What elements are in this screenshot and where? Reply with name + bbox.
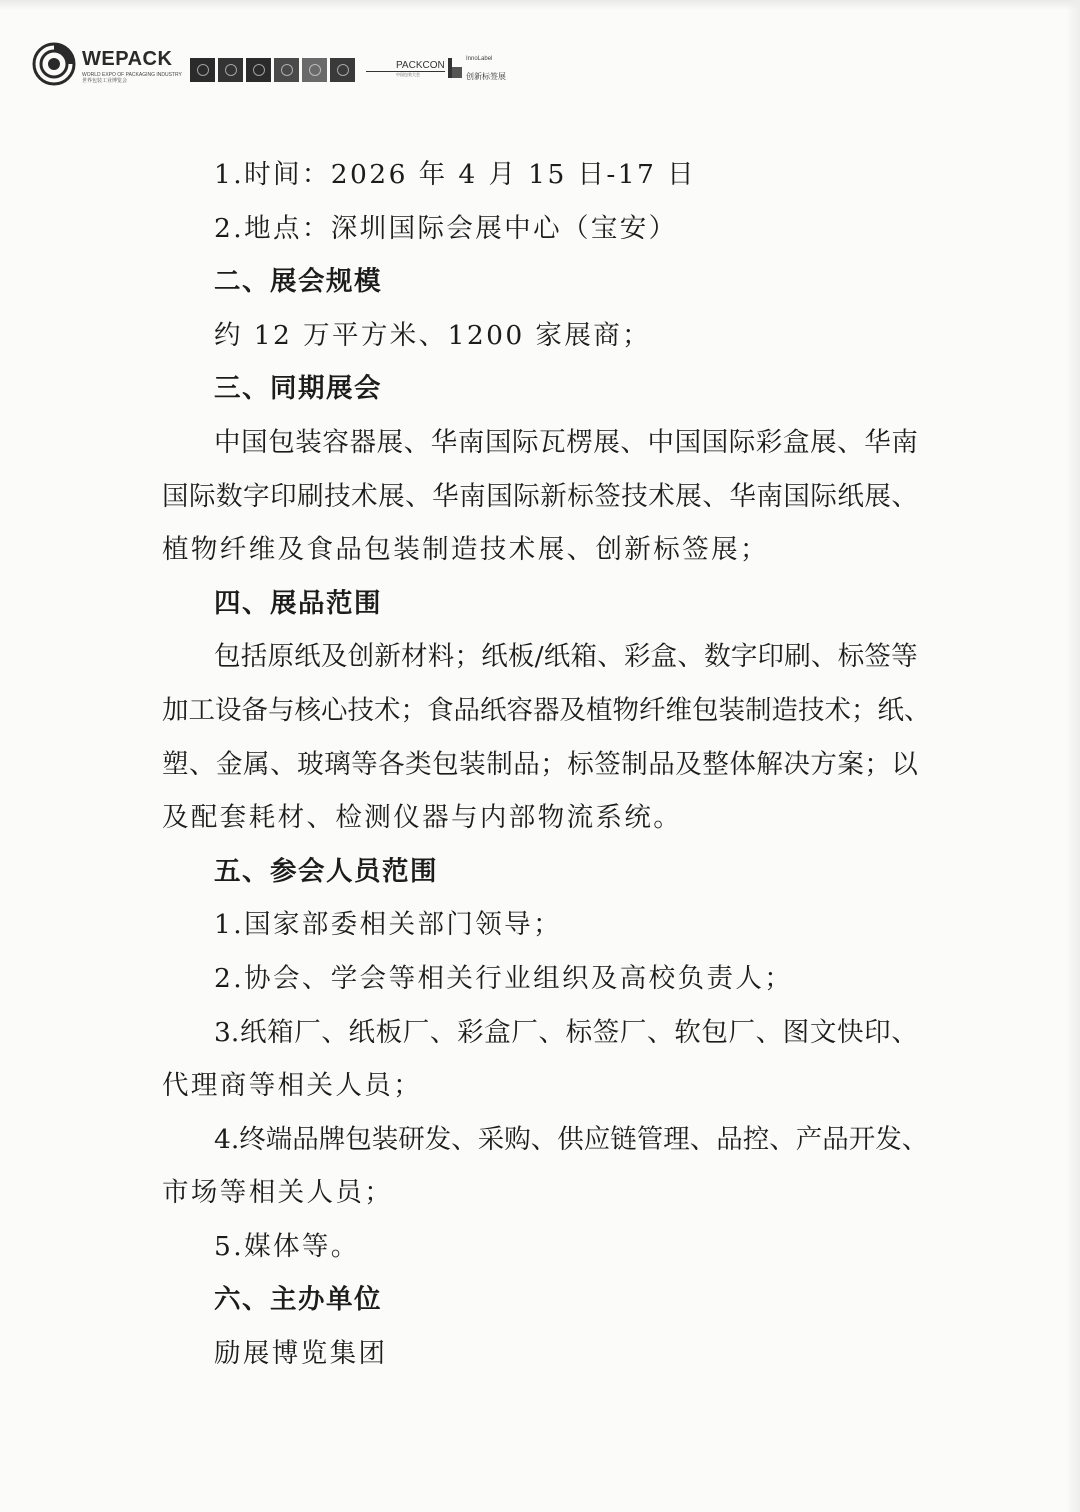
innolabel-mark-icon — [448, 58, 462, 78]
section-heading: 四、展品范围 — [214, 587, 382, 619]
text-line: 1.时间：2026 年 4 月 15 日-17 日 — [214, 159, 697, 190]
section-heading: 三、同期展会 — [214, 373, 382, 405]
text-line: 励展博览集团 — [214, 1338, 388, 1370]
partner-logo-icon — [274, 58, 299, 82]
innolabel-logo — [448, 56, 528, 82]
letterhead — [30, 38, 530, 94]
text-line: 5.媒体等。 — [214, 1230, 360, 1262]
text-line: 塑 、 金 属 、 玻 璃 等 各 类 包 装 制 品 ； 标 签 制 品 及 整 体 解 决 方 案 ； 以 — [162, 748, 918, 780]
wepack-brand — [30, 38, 182, 94]
partner-logo-icon — [246, 58, 271, 82]
wepack-globe-icon — [32, 42, 76, 86]
text-line: 植物纤维及食品包装制造技术展、创新标签展； — [162, 534, 769, 566]
packcon-logo: PACKCON — [366, 60, 445, 72]
partner-logo-icon — [218, 58, 243, 82]
innolabel-subtitle: 创新标签展 — [466, 72, 506, 81]
brand-subtitle-en: WORLD EXPO OF PACKAGING INDUSTRY — [82, 72, 182, 78]
text-line: 及配套耗材、检测仪器与内部物流系统。 — [162, 802, 683, 834]
text-line: 代理商等相关人员； — [162, 1070, 423, 1102]
document-body — [162, 148, 931, 1381]
partner-logo-icon — [330, 58, 355, 82]
text-line: 1.国家部委相关部门领导； — [214, 909, 562, 941]
text-line: 2.协会、学会等相关行业组织及高校负责人； — [214, 962, 794, 994]
partner-logo-strip — [190, 58, 355, 82]
text-line: 2.地点：深圳国际会展中心（宝安） — [214, 212, 678, 244]
brand-subtitle-cn: 世界包装工业博览会 — [82, 78, 128, 84]
text-line: 包 括 原 纸 及 创 新 材 料 ； 纸 板 / 纸 箱 、 彩 盒 、 数 字 印 刷 、 标 签 等 — [214, 641, 918, 673]
text-line: 加 工 设 备 与 核 心 技 术 ； 食 品 纸 容 器 及 植 物 纤 维 包 装 制 造 技 术 ； 纸 、 — [162, 694, 931, 726]
text-line: 市场等相关人员； — [162, 1177, 394, 1209]
text-line: 约 12 万平方米、1200 家展商； — [214, 319, 652, 351]
section-heading: 二、展会规模 — [214, 266, 382, 298]
packcon-subtitle: 中国包装大会 — [396, 72, 420, 77]
scan-edge-top — [0, 0, 1080, 10]
section-heading: 五、参会人员范围 — [214, 855, 438, 887]
text-line: 中 国 包 装 容 器 展 、 华 南 国 际 瓦 楞 展 、 中 国 国 际 彩 盒 展 、 华 南 — [214, 426, 918, 458]
brand-name: WEPACK — [82, 48, 173, 70]
scan-edge-right — [1066, 0, 1080, 1512]
text-line: 3. 纸 箱 厂 、 纸 板 厂 、 彩 盒 厂 、 标 签 厂 、 软 包 厂 、 图 文 快 印 、 — [214, 1016, 918, 1048]
partner-logo-icon — [190, 58, 215, 82]
partner-logo-icon — [302, 58, 327, 82]
brand-subtitle — [82, 72, 182, 84]
section-heading: 六、主办单位 — [214, 1284, 382, 1316]
text-line: 国 际 数 字 印 刷 技 术 展 、 华 南 国 际 新 标 签 技 术 展 、 华 南 国 际 纸 展 、 — [162, 480, 918, 512]
innolabel-name: InnoLabel — [466, 56, 493, 62]
text-line: 4. 终 端 品 牌 包 装 研 发 、 采 购 、 供 应 链 管 理 、 品 控 、 产 品 开 发 、 — [214, 1123, 929, 1155]
